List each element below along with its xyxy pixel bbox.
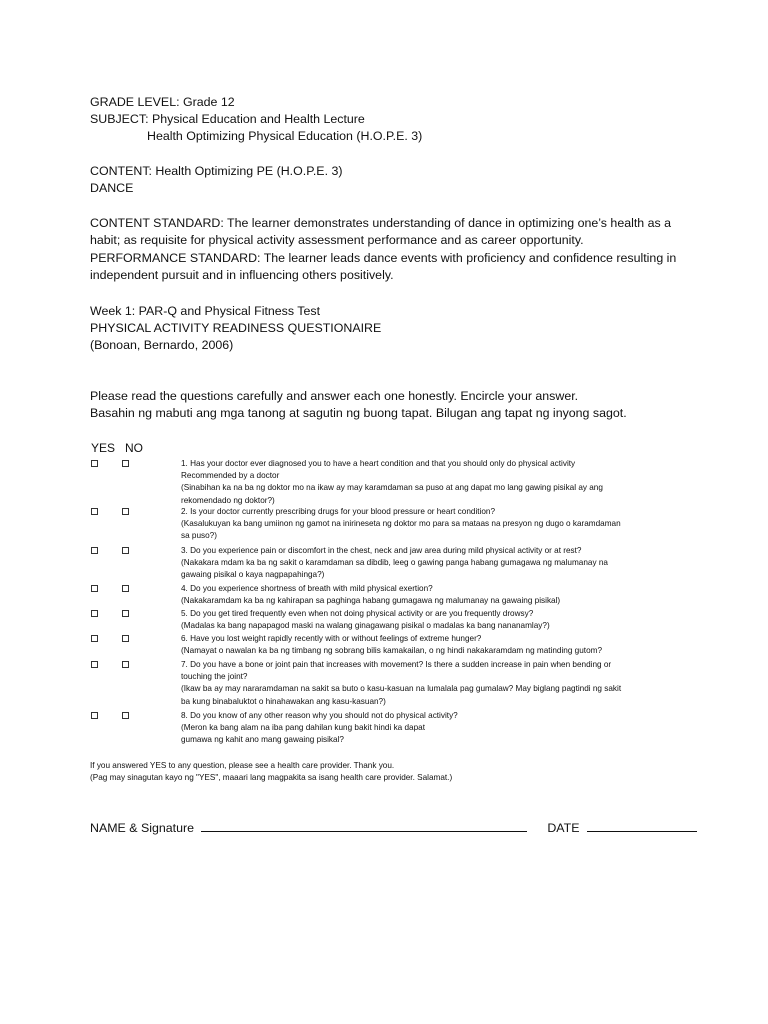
question-line: 1. Has your doctor ever diagnosed you to have a heart condition and that you should only do physical activity — [181, 459, 576, 468]
subject: SUBJECT: Physical Education and Health Lecture — [90, 112, 365, 126]
yes-checkbox[interactable] — [91, 508, 98, 515]
question-text — [181, 545, 681, 582]
referral-note-english: If you answered YES to any question, please see a health care provider. Thank you. — [90, 761, 395, 770]
translation-line: (Kasalukuyan ka bang umiinon ng gamot na inirineseta ng doktor mo para sa mataas na presyon ng dugo o karamdaman — [181, 519, 621, 529]
content-standard: CONTENT STANDARD: The learner demonstrates understanding of dance in optimizing one’s health as a habit; as requisite for physical activity assessment performance and as career opportunity. — [90, 216, 672, 247]
date-label: DATE — [547, 821, 580, 835]
question-line: 8. Do you know of any other reason why you should not do physical activity? — [181, 711, 458, 720]
subject-line-2: Health Optimizing Physical Education (H.O.P.E. 3) — [147, 129, 423, 143]
instructions-filipino: Basahin ng mabuti ang mga tanong at sagutin ng buong tapat. Bilugan ang tapat ng inyong sagot. — [90, 406, 627, 420]
question-text — [181, 608, 681, 632]
yes-checkbox[interactable] — [91, 712, 98, 719]
question-line: Recommended by a doctor — [181, 471, 280, 481]
question-line: touching the joint? — [181, 672, 248, 682]
question-text — [181, 710, 681, 747]
yes-checkbox[interactable] — [91, 610, 98, 617]
no-checkbox[interactable] — [122, 635, 129, 642]
content-line-2: DANCE — [90, 181, 134, 195]
signature-row — [90, 820, 697, 835]
translation-line: (Nakakara mdam ka ba ng sakit o karamdaman sa dibdib, leeg o gawing panga habang gumagawa ng malumanay na — [181, 558, 608, 568]
no-checkbox[interactable] — [122, 547, 129, 554]
question-text — [181, 633, 681, 657]
no-checkbox[interactable] — [122, 585, 129, 592]
question-text — [181, 659, 681, 708]
name-signature-line[interactable] — [201, 820, 527, 832]
instructions-english: Please read the questions carefully and answer each one honestly. Encircle your answer. — [90, 389, 579, 403]
translation-line: ba kung binabaluktot o hinahawakan ang kasu-kasuan?) — [181, 696, 386, 706]
yes-column-header: YES — [91, 441, 116, 455]
translation-line: (Madalas ka bang napapagod maski na walang ginagawang pisikal o madalas ka bang nananamlay?) — [181, 621, 550, 631]
date-line[interactable] — [587, 820, 697, 832]
question-text — [181, 458, 681, 507]
no-checkbox[interactable] — [122, 610, 129, 617]
yes-checkbox[interactable] — [91, 661, 98, 668]
translation-line: (Sinabihan ka na ba ng doktor mo na ikaw ay may karamdaman sa puso at ang dapat mo lang gawing pisikal ay ang — [181, 483, 603, 493]
yes-checkbox[interactable] — [91, 547, 98, 554]
yes-checkbox[interactable] — [91, 585, 98, 592]
yes-checkbox[interactable] — [91, 460, 98, 467]
citation: (Bonoan, Bernardo, 2006) — [90, 338, 234, 352]
question-line: 4. Do you experience shortness of breath with mild physical exertion? — [181, 584, 433, 593]
no-checkbox[interactable] — [122, 712, 129, 719]
question-line: 6. Have you lost weight rapidly recently with or without feelings of extreme hunger? — [181, 634, 482, 643]
question-line: 5. Do you get tired frequently even when not doing physical activity or are you frequently drowsy? — [181, 609, 534, 618]
translation-line: gumawa ng kahit ano mang gawaing pisikal? — [181, 735, 344, 745]
yes-checkbox[interactable] — [91, 635, 98, 642]
performance-standard: PERFORMANCE STANDARD: The learner leads dance events with proficiency and confidence resulting in independent pursuit and in influencing others positively. — [90, 251, 677, 282]
question-text — [181, 583, 681, 607]
question-text — [181, 506, 681, 543]
no-checkbox[interactable] — [122, 661, 129, 668]
question-line: 3. Do you experience pain or discomfort in the chest, neck and jaw area during mild physical activity or at rest? — [181, 546, 582, 555]
translation-line: (Nakakaramdam ka ba ng kahirapan sa paghinga habang gumagawa ng malumanay na gawaing pisikal) — [181, 596, 561, 606]
translation-line: (Meron ka bang alam na iba pang dahilan kung bakit hindi ka dapat — [181, 723, 425, 733]
translation-line: gawaing pisikal o kaya nagpapahinga?) — [181, 570, 325, 580]
no-checkbox[interactable] — [122, 508, 129, 515]
question-line: 7. Do you have a bone or joint pain that increases with movement? Is there a sudden increase in pain when bending or — [181, 660, 612, 669]
content: CONTENT: Health Optimizing PE (H.O.P.E. 3) — [90, 164, 343, 178]
questionnaire-title: PHYSICAL ACTIVITY READINESS QUESTIONAIRE — [90, 321, 382, 335]
translation-line: sa puso?) — [181, 531, 217, 541]
no-checkbox[interactable] — [122, 460, 129, 467]
referral-note-filipino: (Pag may sinagutan kayo ng "YES", maaari lang magpakita sa isang health care provider. Salamat.) — [90, 773, 453, 782]
translation-line: (Namayat o nawalan ka ba ng timbang ng sobrang bilis kamakailan, o ng hindi nakakaramdam ng matinding gutom? — [181, 646, 602, 656]
grade-level: GRADE LEVEL: Grade 12 — [90, 95, 235, 109]
question-line: 2. Is your doctor currently prescribing drugs for your blood pressure or heart condition? — [181, 507, 496, 516]
name-signature-label: NAME & Signature — [90, 821, 194, 835]
translation-line: rekomendado ng doktor?) — [181, 495, 275, 505]
no-column-header: NO — [125, 441, 143, 455]
week-title: Week 1: PAR-Q and Physical Fitness Test — [90, 304, 321, 318]
translation-line: (Ikaw ba ay may nararamdaman na sakit sa buto o kasu-kasuan na lumalala pag gumalaw? May biglang pagtindi ng sakit — [181, 684, 622, 694]
